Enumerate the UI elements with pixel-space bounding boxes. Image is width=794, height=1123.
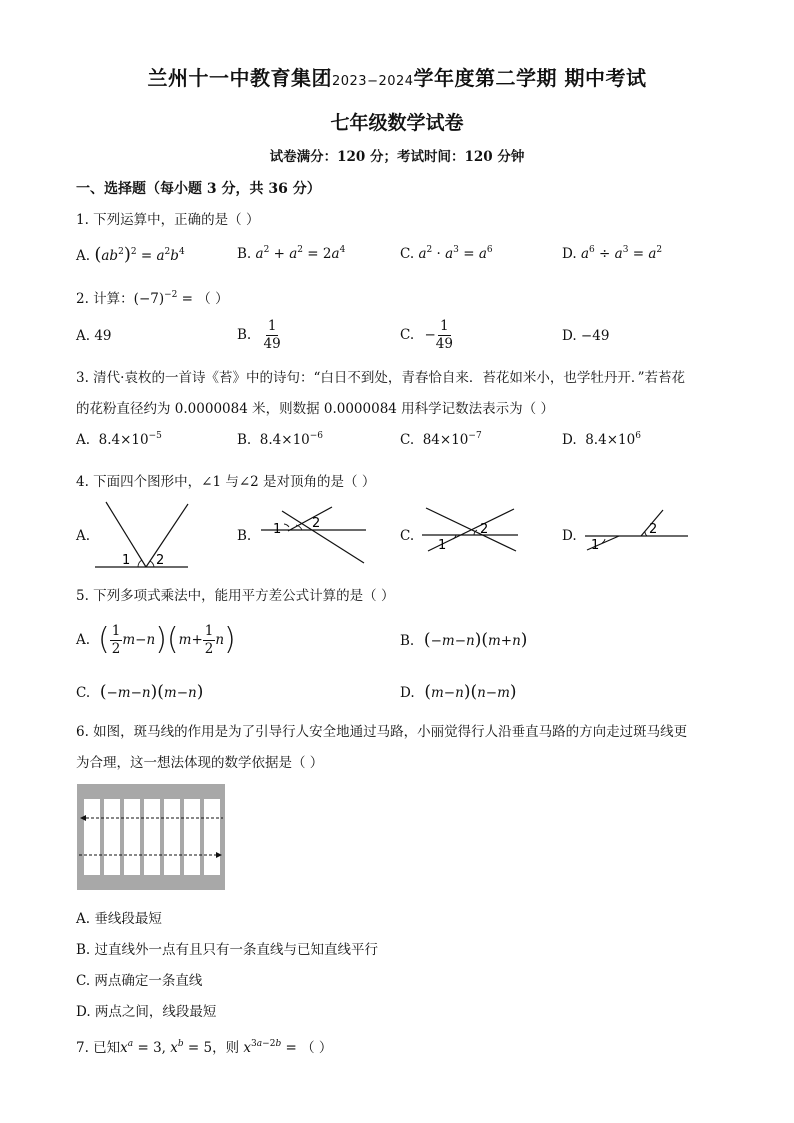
- q4-label-a: A.: [76, 528, 91, 544]
- q3-a-label: A.: [76, 432, 91, 448]
- q1-b-label: B.: [237, 246, 252, 262]
- q5-c-label: C.: [76, 685, 91, 701]
- q2-c-fraction: $\frac{1}{49}$: [435, 318, 453, 352]
- q3-line1: 3. 清代·袁枚的一首诗《苔》中的诗句：“白日不到处，青春恰自来．苔花如米小，也学牡丹开．”若苔花: [76, 370, 686, 386]
- exam-info: 试卷满分：120 分；考试时间：120 分钟: [269, 149, 525, 165]
- q3-option-c: C. $84\times 10^{-7}$: [400, 431, 482, 448]
- q2-option-a: A. 49: [76, 328, 112, 344]
- q1-c-label: C.: [400, 246, 415, 262]
- q6-option-d: D. 两点之间，线段最短: [76, 1004, 217, 1020]
- q5-option-b: B. (−m−n)(m+n): [400, 630, 528, 650]
- exam-title: [0, 62, 794, 91]
- exam-subtitle: 七年级数学试卷: [330, 112, 464, 134]
- q4-d-angle1-label: 1: [591, 538, 600, 553]
- q4-c-angle1-label: 1: [438, 538, 447, 553]
- q1-option-a: A. $(ab^2)^2 = a^2b^4$: [76, 244, 185, 265]
- q1-option-d: D. $a^6 \div a^3 = a^2$: [562, 245, 663, 262]
- q6-option-b: B. 过直线外一点有且只有一条直线与已知直线平行: [76, 942, 379, 958]
- q4-b-angle2-label: 2: [312, 516, 321, 531]
- q6-line2: 为合理，这一想法体现的数学依据是（ ）: [76, 755, 324, 771]
- title-school: 兰州十一中教育集团: [147, 66, 332, 90]
- q5-stem: 5. 下列多项式乘法中，能用平方差公式计算的是（ ）: [76, 588, 395, 604]
- title-term: 学年度第二学期 期中考试: [413, 66, 647, 90]
- q5-option-d: D. (m−n)(n−m): [400, 682, 517, 702]
- q6-line1: 6. 如图，斑马线的作用是为了引导行人安全地通过马路，小丽觉得行人沿垂直马路的方向走过斑马线更: [76, 724, 688, 740]
- q4-figure-c: [420, 503, 520, 555]
- q2-c-label: C.: [400, 327, 415, 343]
- q4-label-b: B.: [237, 528, 252, 544]
- q2-option-c: C. − $\frac{1}{49}$: [400, 318, 453, 352]
- q4-label-d: D.: [562, 528, 577, 544]
- q5-d-label: D.: [400, 685, 415, 701]
- q2-stem-prefix: 2. 计算：: [76, 291, 134, 307]
- q7-prefix: 7. 已知: [76, 1040, 121, 1056]
- q1-stem: 1. 下列运算中，正确的是（ ）: [76, 212, 260, 228]
- q2-option-d: D. −49: [562, 328, 610, 344]
- q4-figure-d: [583, 506, 691, 554]
- q4-a-angle1-label: 1: [122, 553, 131, 568]
- q4-b-angle1-label: 1: [273, 522, 282, 537]
- q5-option-a: A. ( $\frac{1}{2}$ m − n ) ( m + $\frac{1}{2}$ n ): [76, 622, 236, 657]
- q5-b-label: B.: [400, 633, 415, 649]
- q2-option-b: [237, 318, 281, 353]
- q3-c-label: C.: [400, 432, 415, 448]
- q4-c-angle2-label: 2: [480, 522, 489, 537]
- q5-option-c: C. (−m−n)(m−n): [76, 682, 204, 702]
- q4-figure-b: [258, 503, 368, 565]
- q2-b-fraction: $\frac{1}{49}$: [263, 318, 281, 352]
- q6-option-c: C. 两点确定一条直线: [76, 973, 203, 989]
- q4-stem: 4. 下面四个图形中，∠1 与∠2 是对顶角的是（ ）: [76, 474, 376, 490]
- q3-d-label: D.: [562, 432, 577, 448]
- q1-option-b: B. $a^2 + a^2 = 2a^4$: [237, 245, 346, 262]
- q3-option-b: B. $8.4\times 10^{-6}$: [237, 431, 324, 448]
- q1-d-label: D.: [562, 246, 577, 262]
- section-heading: 一、选择题（每小题 3 分，共 36 分）: [76, 181, 321, 197]
- q7-stem: 7. 已知$x^a = 3$, $x^b = 5$，则 $x^{3a-2b}$ = （ ）: [76, 1039, 333, 1056]
- q4-a-angle2-label: 2: [156, 553, 165, 568]
- q5-a-label: A.: [76, 632, 91, 648]
- q6-option-a: A. 垂线段最短: [76, 911, 162, 927]
- q4-d-angle2-label: 2: [649, 522, 658, 537]
- q4-figure-a: [92, 498, 192, 574]
- q1-a-label: A.: [76, 248, 91, 264]
- q2-b-label: B.: [237, 327, 252, 343]
- q3-b-label: B.: [237, 432, 252, 448]
- title-year: 2023−2024: [331, 74, 414, 89]
- q7-suffix: （ ）: [301, 1040, 333, 1056]
- q2-stem-suffix: （ ）: [197, 291, 229, 307]
- q3-option-a: A. $8.4\times 10^{-5}$: [76, 431, 162, 448]
- q2-stem: 2. 计算：$(-7)^{-2}$ = （ ）: [76, 290, 229, 307]
- q1-option-c: C. $a^2 \cdot a^3 = a^6$: [400, 245, 493, 262]
- zebra-crossing-figure: [77, 784, 225, 890]
- q3-option-d: D. $8.4\times 10^6$: [562, 431, 641, 448]
- q4-label-c: C.: [400, 528, 415, 544]
- q3-line2: 的花粉直径约为 0.0000084 米，则数据 0.0000084 用科学记数法表示为（ ）: [76, 401, 554, 417]
